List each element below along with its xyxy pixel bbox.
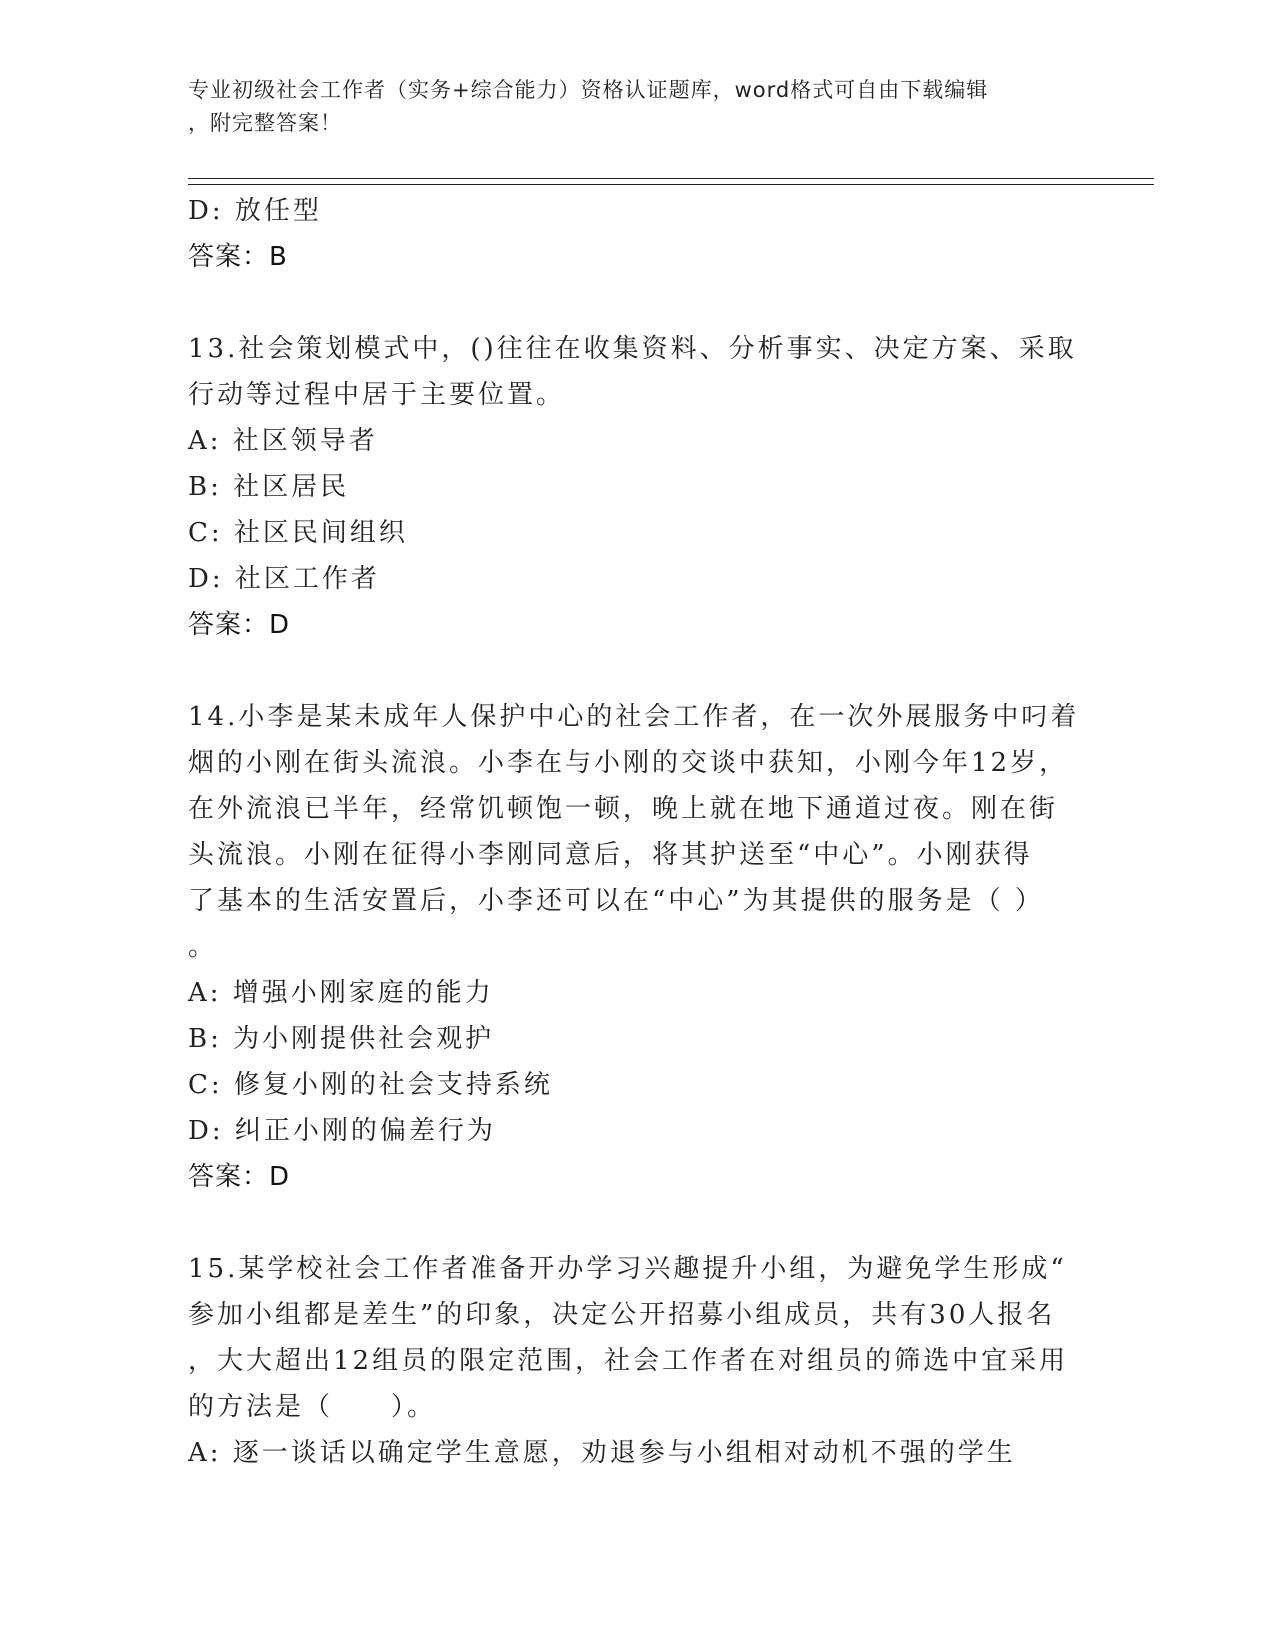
q14-stem-line: 烟的小刚在街头流浪。小李在与小刚的交谈中获知，小刚今年12岁，: [188, 748, 1069, 778]
q15-stem-line: 的方法是（ ）。: [188, 1392, 437, 1422]
prev-answer: 答案：B: [188, 242, 288, 272]
question-14: [188, 694, 1088, 1200]
q14-stem-line: 。: [188, 932, 218, 962]
q13-option-a: A: 社区领导者: [188, 426, 378, 456]
question-15: [188, 1246, 1088, 1476]
q14-stem-line: 了基本的生活安置后，小李还可以在“中心”为其提供的服务是（ ）: [188, 886, 1044, 916]
q13-option-d: D: 社区工作者: [188, 564, 380, 594]
header-divider-bottom: [188, 184, 1154, 185]
q14-option-b: B: 为小刚提供社会观护: [188, 1024, 495, 1054]
q15-stem-line: ，大大超出12组员的限定范围，社会工作者在对组员的筛选中宜采用: [188, 1346, 1069, 1376]
header-line-1: 专业初级社会工作者（实务+综合能力）资格认证题库，word格式可自由下载编辑: [188, 78, 989, 102]
question-content: [188, 188, 1088, 1476]
q13-stem-line: 行动等过程中居于主要位置。: [188, 380, 566, 410]
header-line-2: ，附完整答案！: [188, 111, 342, 135]
q14-answer: 答案：D: [188, 1162, 291, 1192]
q15-stem-line: 15.某学校社会工作者准备开办学习兴趣提升小组，为避免学生形成“: [188, 1254, 1067, 1284]
q14-option-c: C: 修复小刚的社会支持系统: [188, 1070, 553, 1100]
page-header: [188, 74, 1088, 140]
prev-option-d: D: 放任型: [188, 196, 322, 226]
q14-stem-line: 14.小李是某未成年人保护中心的社会工作者，在一次外展服务中叼着: [188, 702, 1080, 732]
q14-option-d: D: 纠正小刚的偏差行为: [188, 1116, 496, 1146]
question-13: [188, 326, 1088, 648]
q15-stem-line: 参加小组都是差生”的印象，决定公开招募小组成员，共有30人报名: [188, 1300, 1056, 1330]
q14-stem-line: 头流浪。小刚在征得小李刚同意后，将其护送至“中心”。小刚获得: [188, 840, 1033, 870]
header-divider-top: [188, 178, 1154, 179]
q13-option-b: B: 社区居民: [188, 472, 350, 502]
q13-option-c: C: 社区民间组织: [188, 518, 408, 548]
q14-option-a: A: 增强小刚家庭的能力: [188, 978, 494, 1008]
q15-option-a: A: 逐一谈话以确定学生意愿，劝退参与小组相对动机不强的学生: [188, 1438, 1016, 1468]
q13-stem-line: 13.社会策划模式中，()往往在收集资料、分析事实、决定方案、采取: [188, 334, 1077, 364]
q14-stem-line: 在外流浪已半年，经常饥顿饱一顿，晚上就在地下通道过夜。刚在街: [188, 794, 1059, 824]
q13-answer: 答案：D: [188, 610, 291, 640]
